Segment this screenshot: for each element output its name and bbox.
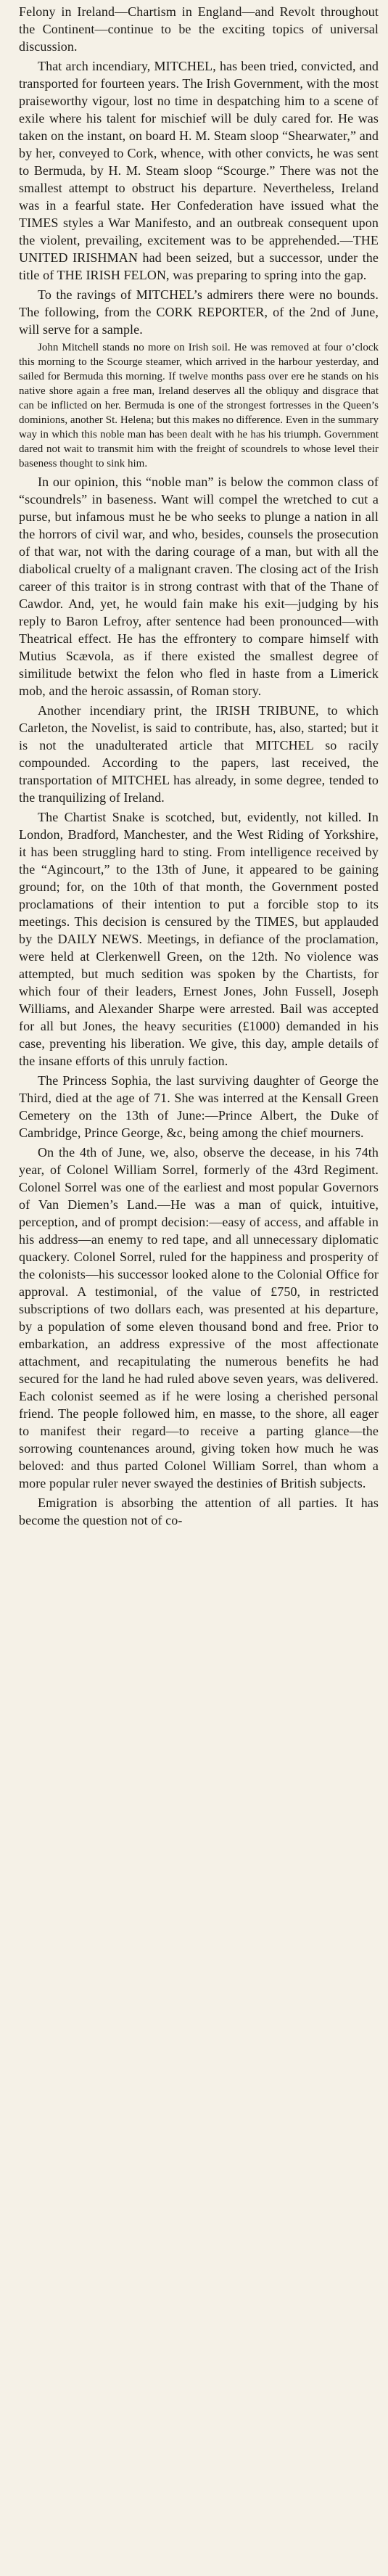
- article-paragraph-mitchel-admirers: To the ravings of MITCHEL’s admirers there were no bounds. The following, from the CORK REPORTER, of the 2nd of June, will serve for a sample.: [19, 287, 379, 337]
- article-paragraph-princess-sophia: The Princess Sophia, the last surviving daughter of George the Third, died at the age of 71. She was interred at the Kensall Green Cemetery on the 13th of June:—Prince Albert, the Duke of Cambridge, Prince George, &c, being among the chief mourners.: [19, 1073, 379, 1140]
- quoted-cork-reporter-extract: John Mitchell stands no more on Irish soil. He was removed at four o’clock this morning to the Scourge steamer, which arrived in the harbour yesterday, and sailed for Bermuda this morning. If twelve months pass over ere he stands on his native shore again a free man, Ireland deserves all the obliquy and disgrace that can be inflicted on her. Bermuda is one of the strongest fortresses in the Queen’s dominions, another St. Helena; but this makes no difference. Even in the summary way in which this noble man has been dealt with he has his triumph. Government dared not wait to transmit him with the freight of scoundrels to whose level their baseness thought to sink him.: [19, 342, 379, 469]
- article-paragraph-chartist-snake: The Chartist Snake is scotched, but, evidently, not killed. In London, Bradford, Manchester, and the West Riding of Yorkshire, it has been struggling hard to sting. From intelligence received by the “Agincourt,” to the 13th of June, it appeared to be gaining ground; for, on the 10th of that month, the Government posted proclamations of their intention to put a forcible stop to its meetings. This decision is censured by the TIMES, but applauded by the DAILY NEWS. Meetings, in defiance of the proclamation, were held at Clerkenwell Green, on the 12th. No violence was attempted, but much sedition was spoken by the Chartists, for which four of their leaders, Ernest Jones, John Fussell, Joseph Williams, and Alexander Sharpe were arrested. Bail was accepted for all but Jones, the heavy securities (£1000) demanded in his case, preventing his liberation. We give, this day, ample details of the insane efforts of this unruly faction.: [19, 810, 379, 1068]
- article-paragraph-irish-tribune: Another incendiary print, the IRISH TRIBUNE, to which Carleton, the Novelist, is said to contribute, has, also, started; but it is not the unadulterated article that MITCHEL so racily compounded. According to the papers, last received, the transportation of MITCHEL has already, in some degree, tended to the tranquilizing of Ireland.: [19, 703, 379, 805]
- article-paragraph-colonel-sorrel: On the 4th of June, we, also, observe the decease, in his 74th year, of Colonel William Sorrel, formerly of the 43rd Regiment. Colonel Sorrel was one of the earliest and most popular Governors of Van Diemen’s Land.—He was a man of quick, intuitive, perception, and of prompt decision:—easy of access, and affable in his address—an enemy to red tape, and all unnecessary diplomatic quackery. Colonel Sorrel, ruled for the happiness and prosperity of the colonists—his successor looked alone to the Colonial Office for approval. A testimonial, of the value of £750, in restricted subscriptions of two dollars each, was presented at his departure, by a population of some eleven thousand bond and free. Prior to embarkation, an address expressive of the most affectionate attachment, and recapitulating the numerous benefits he had secured for the land he had ruled above seven years, was delivered. Each colonist seemed as if he were losing a cherished personal friend. The people followed him, en masse, to the shore, all eager to manifest their regard—to receive a parting glance—the sorrowing countenances around, giving token how much he was beloved: and thus parted Colonel William Sorrel, than whom a more popular ruler never swayed the destinies of British subjects.: [19, 1145, 379, 1490]
- article-paragraph-noble-man: In our opinion, this “noble man” is below the common class of “scoundrels” in baseness. Want will compel the wretched to cut a purse, but infamous must he be who seeks to plunge a nation in all the horrors of civil war, and who, besides, counsels the prosecution of that war, not with the daring courage of a man, but with all the diabolical cruelty of a malignant craven. The closing act of the Irish career of this traitor is in strong contrast with that of the Thane of Cawdor. And, yet, he would fain make his exit—judging by his reply to Baron Lefroy, after sentence had been pronounced—with Theatrical effect. He has the effrontery to compare himself with Mutius Scævola, as if there existed the smallest degree of similitude betwixt the felon who fled in haste from a Limerick mob, and the heroic assassin, of Roman story.: [19, 475, 379, 698]
- article-paragraph-felony-chartism-revolt: Felony in Ireland—Chartism in England—and Revolt throughout the Continent—continue to be the exciting topics of universal discussion.: [19, 4, 379, 54]
- article-paragraph-emigration: Emigration is absorbing the attention of all parties. It has become the question not of co-: [19, 1496, 379, 1527]
- article-paragraph-mitchel-transported: That arch incendiary, MITCHEL, has been tried, convicted, and transported for fourteen years. The Irish Government, with the most praiseworthy vigour, lost no time in despatching him to a scene of exile where his talent for mischief will be duly cared for. He was taken on the instant, on board H. M. Steam sloop “Shearwater,” and by her, conveyed to Cork, whence, with other convicts, he was sent to Bermuda, by H. M. Steam sloop “Scourge.” There was not the smallest attempt to obstruct his departure. Nevertheless, Ireland was in a fearful state. Her Confederation have issued what the TIMES styles a War Manifesto, and an outbreak consequent upon the violent, prevailing, excitement was to be apprehended.—THE UNITED IRISHMAN had been seized, but a successor, under the title of THE IRISH FELON, was preparing to spring into the gap.: [19, 59, 379, 282]
